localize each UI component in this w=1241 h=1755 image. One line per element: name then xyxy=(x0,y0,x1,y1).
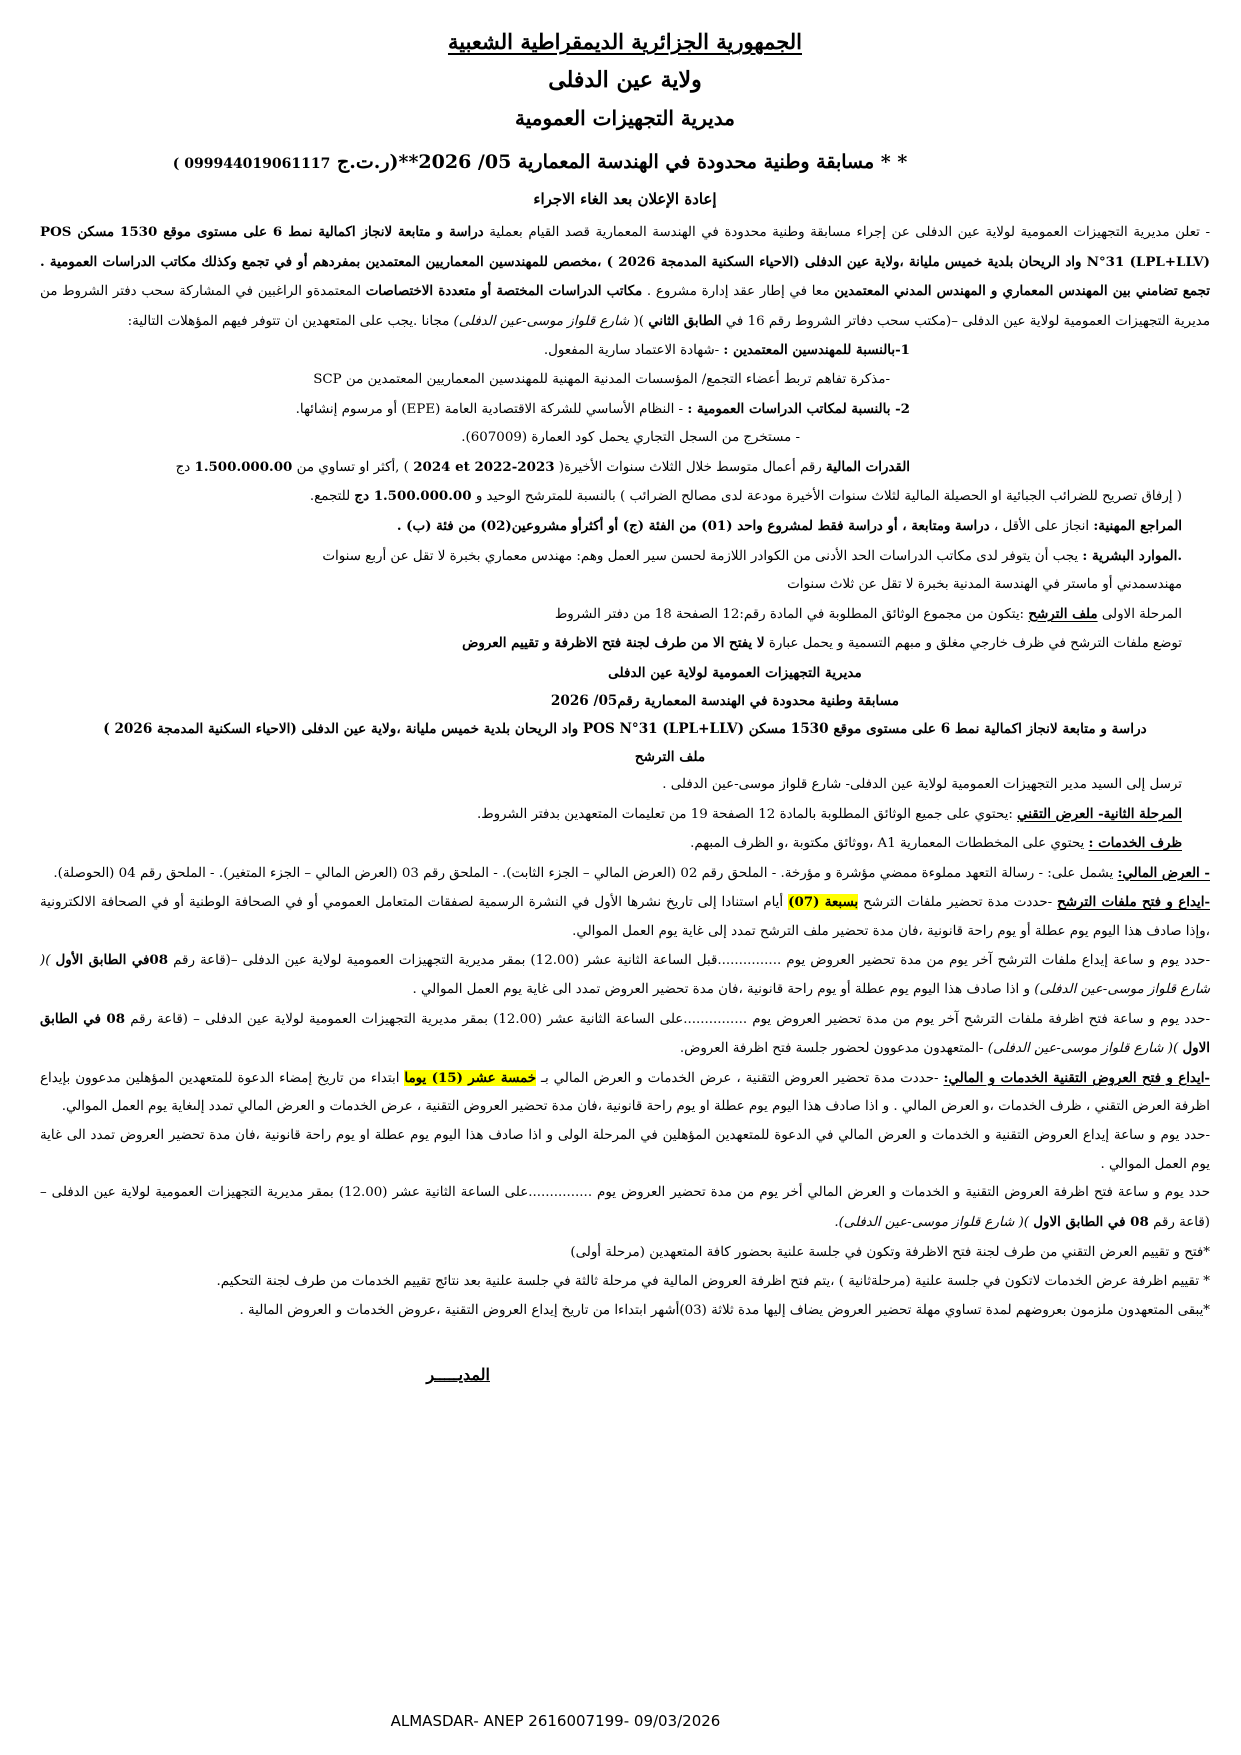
financial-offer: - العرض المالي: يشمل على: - رسالة التعهد مملوءة ممضي مؤشرة و مؤرخة. - الملحق رقم 02 (العرض المالي – الجزء الثابت). - الملحق رقم 03 (العرض المالي – الجزء المتغير). - الملحق رقم 04 (الحوصلة). xyxy=(53,864,1210,881)
intro-paragraph: - تعلن مديرية التجهيزات العمومية لولاية عين الدفلى عن إجراء مسابقة وطنية محدودة في الهندسة المعمارية قصد القيام بعملية دراسة و متابعة لانجاز اكمالية نمط 6 على مستوى موقع 1530 مسكن POS N°31 (LPL+LLV) واد الريحان بلدية خميس مليانة ،ولاية عين الدفلى (الاحياء السكنية المدمجة 2026 ) ،مخصص للمهندسين المعماريين المعتمدين بمفردهم أو في تجمع وكذلك مكاتب الدراسات العمومية . تجمع تضامني بين المهندس المعماري و المهندس المدني المعتمدين معا في إطار عقد إدارة مشروع . مكاتب الدراسات المختصة أو متعددة الاختصاصات المعتمدةو الراغبين في المشاركة سحب دفتر الشروط من مديرية التجهيزات العمومية لولاية عين الدفلى –(مكتب سحب دفاتر الشروط رقم 16 في الطابق الثاني )( شارع قلواز موسى-عين الدفلى) مجانا .يجب على المتعهدين ان تتوفر فيهم المؤهلات التالية: xyxy=(40,224,1210,329)
competition-reference: 099944019061117 ) xyxy=(172,156,331,172)
deposit-technical-time: -حدد يوم و ساعة إيداع العروض التقنية و الخدمات و العرض المالي في الدعوة للمتعهدين المؤهلين في المرحلة الولى و اذا صادف هذا اليوم يوم عطلة او يوم راحة قانونية ،فان مدة تحضير العروض تمدد الى غاية يوم العمل الموالي . xyxy=(40,1128,1210,1172)
deposit-candidacy-time: -حدد يوم و ساعة إيداع ملفات الترشح آخر يوم من مدة تحضير العروض يوم ...............قبل الساعة الثانية عشر (12.00) بمقر مديرية التجهيزات العمومية لولاية عين الدفلى –(قاعة رقم 08في الطابق الأول )( شارع قلواز موسى-عين الدفلى) و اذا صادف هذا اليوم يوم عطلة أو يوم راحة قانونية ،فان مدة تحضير العروض تمدد الى غاية يوم العمل الموالي . xyxy=(40,952,1210,998)
phase1-candidacy: المرحلة الاولى ملف الترشح :يتكون من مجموع الوثائق المطلوبة في المادة رقم:12 الصفحة 18 من دفتر الشروط xyxy=(554,605,1182,622)
qualification-public-offices: 2- بالنسبة لمكاتب الدراسات العمومية : - النظام الأساسي للشركة الاقتصادية العامة (EPE) أو مرسوم إنشائها. xyxy=(295,400,910,417)
competition-title xyxy=(40,148,1210,178)
qualification-trade-register: - مستخرج من السجل التجاري يحمل كود العمارة (607009). xyxy=(461,430,800,446)
envelope-label-block: مديرية التجهيزات العمومية لولاية عين الدفلى مسابقة وطنية محدودة في الهندسة المعمارية رقم05/ 2026 دراسة و متابعة لانجاز اكمالية نمط 6 على مستوى موقع 1530 مسكن POS N°31 (LPL+LLV) واد الريحان بلدية خميس مليانة ،ولاية عين الدفلى (الاحياء السكنية المدمجة 2026 ) ملف الترشح xyxy=(103,664,1147,765)
financial-capacity: القدرات المالية رقم أعمال متوسط خلال الثلاث سنوات الأخيرة( 2024 et 2022-2023 ) ,أكثر او تساوي من 1.500.000.00 دج xyxy=(175,458,910,475)
announcement-document xyxy=(40,28,1210,1384)
financial-capacity-note: ( إرفاق تصريح للضرائب الجبائية او الحصيلة المالية لثلاث سنوات الأخيرة مودعة لدى مصالح الضرائب ) بالنسبة للمترشح الوحيد و 1.500.000.00 دج للتجمع. xyxy=(309,488,1182,505)
opening-technical-time: حدد يوم و ساعة فتح اظرفة العروض التقنية و الخدمات و العرض المالي أخر يوم من مدة تحضير العروض يوم ...............على الساعة الثانية عشر (12.00) بمقر مديرية التجهيزات العمومية لولاية عين الدفلى –(قاعة رقم 08 في الطابق الاول )( شارع قلواز موسى-عين الدفلى). xyxy=(40,1185,1210,1230)
publication-footer: ALMASDAR- ANEP 2616007199- 09/03/2026 xyxy=(390,1712,721,1730)
director-signature: المديـــــر xyxy=(426,1365,490,1385)
deadline-highlight-15-days: خمسة عشر (15) يوما xyxy=(404,1069,537,1086)
professional-references: المراجع المهنية: انجاز على الأقل ، دراسة ومتابعة ، أو دراسة فقط لمشروع واحد (01) من الفئة (ج) أو أكثرأو مشروعين(02) من فئة (ب) . xyxy=(396,517,1182,534)
human-resources-civil: مهندسمدني أو ماستر في الهندسة المدنية بخبرة لا تقل عن ثلاث سنوات xyxy=(787,577,1182,593)
qualification-architects: 1-بالنسبة للمهندسين المعتمدين : -شهادة الاعتماد سارية المفعول. xyxy=(543,342,910,359)
send-to-address: ترسل إلى السيد مدير التجهيزات العمومية لولاية عين الدفلى- شارع قلواز موسى-عين الدفلى . xyxy=(662,776,1182,792)
republic-heading: الجمهورية الجزائرية الديمقراطية الشعبية xyxy=(447,29,802,54)
competition-title-main: * * مسابقة وطنية محدودة في الهندسة المعمارية 05/ 2026**(ر.ت.ج xyxy=(336,151,908,173)
qualification-architects-memo: -مذكرة تفاهم تربط أعضاء التجمع/ المؤسسات المدنية المهنية للمهندسين المعماريين المعتمدين من SCP xyxy=(313,371,890,387)
wilaya-heading: ولاية عين الدفلى xyxy=(548,67,702,93)
deposit-technical-offers: -ايداع و فتح العروض التقنية الخدمات و المالي: -حددت مدة تحضير العروض التقنية ، عرض الخدمات و العرض المالي بـ خمسة عشر (15) يوما ابتداء من تاريخ إمضاء الدعوة للمتعهدين المؤهلين مدعوون بإيداع اظرفة العرض التقني ، ظرف الخدمات ،و العرض المالي . و اذا صادف هذا اليوم يوم عطلة او يوم راحة قانونية ،فان مدة تحضير العروض التقنية ، عرض الخدمات و العرض المالي تمدد إلىغاية يوم العمل الموالي. xyxy=(40,1069,1210,1115)
services-envelope: ظرف الخدمات : يحتوي على المخططات المعمارية A1 ،ووثائق مكتوبة ،و الظرف المبهم. xyxy=(690,835,1182,852)
note-3: *يبقى المتعهدون ملزمون بعروضهم لمدة تساوي مهلة تحضير العروض يضاف إليها مدة ثلاثة (03)أشهر ابتداءا من تاريخ إيداع العروض التقنية ،عروض الخدمات و العروض المالية . xyxy=(239,1302,1210,1318)
directorate-heading: مديرية التجهيزات العمومية xyxy=(515,106,735,130)
re-announcement-subtitle: إعادة الإعلان بعد الغاء الاجراء xyxy=(533,190,717,208)
phase1-envelope: توضع ملفات الترشح في ظرف خارجي مغلق و مبهم التسمية و يحمل عبارة لا يفتح الا من طرف لجنة فتح الاظرفة و تقييم العروض xyxy=(462,635,1182,652)
deadline-highlight-7-days: بسبعة (07) xyxy=(788,894,859,911)
note-1: *فتح و تقييم العرض التقني من طرف لجنة فتح الاظرفة وتكون في جلسة علنية بحضور كافة المتعهدين (مرحلة أولى) xyxy=(570,1245,1210,1261)
phase2-technical-offer: المرحلة الثانية- العرض التقني :يحتوي على جميع الوثائق المطلوبة بالمادة 12 الصفحة 19 من تعليمات المتعهدين بدفتر الشروط. xyxy=(476,805,1182,822)
human-resources: .الموارد البشرية : يجب أن يتوفر لدى مكاتب الدراسات الحد الأدنى من الكوادر اللازمة لحسن سير العمل وهم: مهندس معماري بخبرة لا تقل عن أربع سنوات xyxy=(322,547,1182,564)
opening-candidacy-time: -حدد يوم و ساعة فتح اظرفة ملفات الترشح آخر يوم من مدة تحضير العروض يوم ...............على الساعة الثانية عشر (12.00) بمقر مديرية التجهيزات العمومية لولاية عين الدفلى – (قاعة رقم 08 في الطابق الاول )( شارع قلواز موسى-عين الدفلى) -المتعهدون مدعوون لحضور جلسة فتح اظرفة العروض. xyxy=(40,1010,1210,1057)
note-2: * تقييم اظرفة عرض الخدمات لاتكون في جلسة علنية (مرحلةثانية ) ،يتم فتح اظرفة العروض المالية في مرحلة ثالثة في جلسة علنية بعد نتائج تقييم الخدمات من طرف لجنة التحكيم. xyxy=(216,1274,1210,1289)
deposit-candidacy-files: -ايداع و فتح ملفات الترشح -حددت مدة تحضير ملفات الترشح بسبعة (07) أيام استنادا إلى تاريخ نشرها الأول في النشرة الرسمية لصفقات المتعامل العمومي أو في الصحافة الوطنية أو في الصحافة الالكترونية ،وإذا صادف هذا اليوم يوم عطلة أو يوم راحة قانونية ،فان مدة تحضير ملف الترشح تمدد إلى غاية يوم العمل الموالي. xyxy=(40,894,1210,939)
